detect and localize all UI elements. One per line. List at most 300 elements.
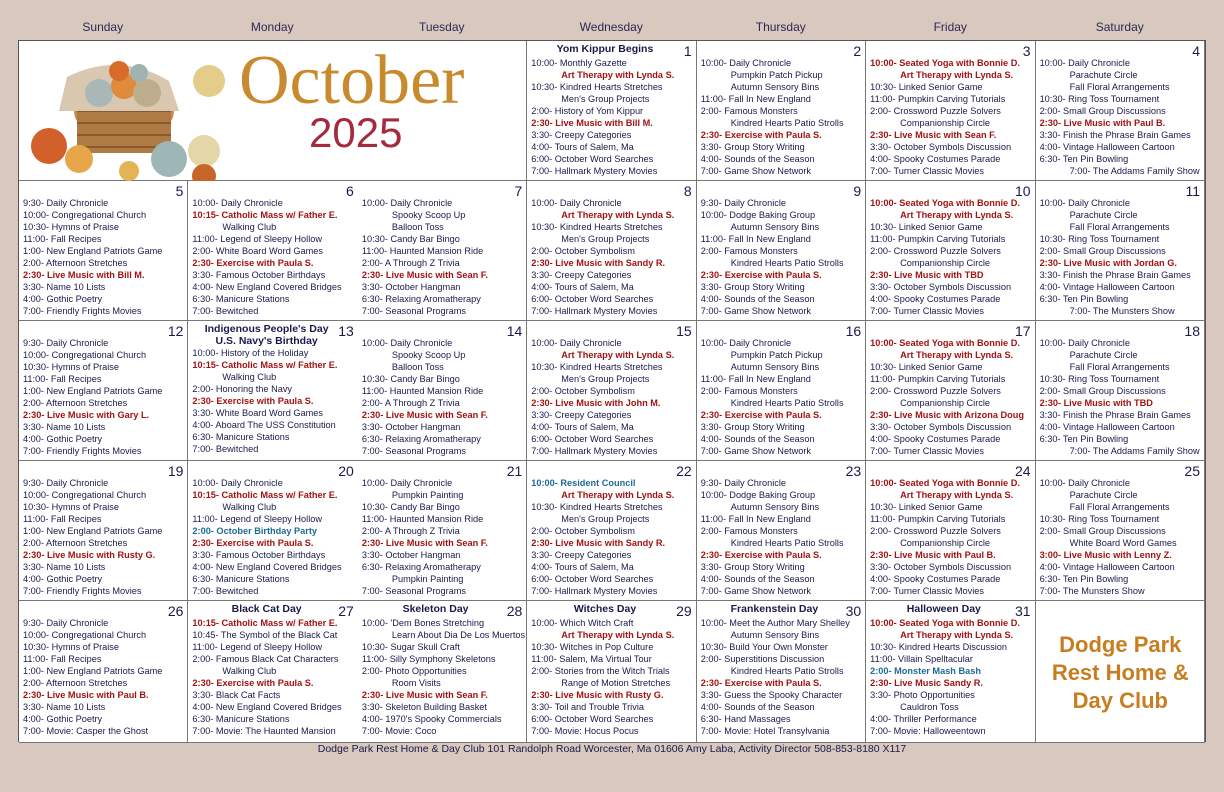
activity-item: 10:30- Ring Toss Tournament [1039, 234, 1160, 244]
activity-item: 2:30- Live Music with Jordan G. [1039, 258, 1177, 268]
activity-list [361, 617, 526, 737]
activity-item: 6:30- Relaxing Aromatherapy [361, 294, 481, 304]
activity-list [701, 197, 862, 317]
activity-item: 2:00- White Board Word Games [192, 246, 323, 256]
activity-item: 7:00- Turner Classic Movies [870, 306, 985, 316]
activity-item: 10:00- Dodge Baking Group [700, 490, 816, 500]
activity-item: 2:30- Live Music Sandy R. [870, 678, 983, 688]
activity-item: Kindred Hearts Patio Strolls [730, 538, 844, 548]
weekday-label: Friday [933, 20, 967, 34]
activity-item: 4:00- Spooky Costumes Parade [870, 154, 1001, 164]
activity-item: 3:30- Name 10 Lists [23, 702, 106, 712]
activity-item: 2:00- Small Group Discussions [1039, 106, 1166, 116]
day-number: 25 [1184, 463, 1200, 479]
day-cell [358, 461, 527, 601]
activity-item: 11:00- Legend of Sleepy Hollow [192, 642, 322, 652]
activity-item: 7:00- Movie: Coco [361, 726, 437, 736]
activity-item: Autumn Sensory Bins [730, 362, 820, 372]
activity-item: 7:00- Friendly Frights Movies [23, 446, 142, 456]
day-number: 22 [676, 463, 692, 479]
activity-item: 4:00- Sounds of the Season [700, 294, 815, 304]
day-cell [697, 601, 866, 743]
day-cell [527, 601, 696, 743]
activity-item: 3:30- Guess the Spooky Character [700, 690, 843, 700]
activity-item: 2:30- Live Music with John M. [531, 398, 661, 408]
activity-list [1040, 197, 1201, 317]
activity-item: Kindred Hearts Patio Strolls [730, 666, 844, 676]
day-number: 28 [506, 603, 523, 619]
activity-item: 10:00- 'Dem Bones Stretching [361, 618, 485, 628]
day-cell [1036, 41, 1205, 181]
activity-item: 10:30- Hymns of Praise [23, 222, 119, 232]
activity-item: 2:30- Live Music with Bill M. [23, 270, 145, 280]
activity-item: 4:00- New England Covered Bridges [192, 562, 342, 572]
activity-item: Companionship Circle [900, 258, 991, 268]
activity-item: 10:00- Daily Chronicle [1039, 478, 1130, 488]
activity-item: 2:30- Live Music with Rusty G. [531, 690, 664, 700]
activity-item: 2:30- Live Music with Sean F. [870, 130, 997, 140]
activity-item: 11:00- Fall In New England [700, 374, 811, 384]
activity-item: 7:00- Turner Classic Movies [870, 166, 985, 176]
activity-item: 6:30- Manicure Stations [192, 432, 290, 442]
activity-item: Spooky Scoop Up [391, 210, 466, 220]
activity-item: 2:00- A Through Z Trivia [361, 258, 460, 268]
activity-item: 7:00- Seasonal Programs [361, 306, 467, 316]
activity-item: Autumn Sensory Bins [730, 82, 820, 92]
activity-item: Pumpkin Patch Pickup [730, 350, 823, 360]
activity-item: 2:30- Live Music with Sean F. [361, 270, 488, 280]
activity-item: 4:00- Gothic Poetry [23, 714, 103, 724]
day-cell [866, 461, 1035, 601]
activity-item: 3:30- Group Story Writing [700, 282, 805, 292]
activity-item: 7:00- Friendly Frights Movies [23, 306, 142, 316]
activity-item: 2:00- Small Group Discussions [1039, 386, 1166, 396]
activity-item: 10:30- Candy Bar Bingo [361, 234, 460, 244]
activity-item: 11:00- Fall Recipes [23, 514, 102, 524]
day-cell [697, 41, 866, 181]
activity-item: Art Therapy with Lynda S. [900, 350, 1014, 360]
day-cell [697, 461, 866, 601]
activity-item: 3:30- October Hangman [361, 422, 461, 432]
activity-item: 2:30- Exercise with Paula S. [192, 678, 314, 688]
activity-item: 2:00- Famous Black Cat Characters [192, 654, 339, 664]
activity-item: 7:00- Movie: Hocus Pocus [531, 726, 639, 736]
activity-item: 11:00- Haunted Mansion Ride [361, 246, 484, 256]
activity-item: 7:00- The Munsters Show [1069, 306, 1175, 316]
activity-item: 3:30- October Hangman [361, 550, 461, 560]
brand-cell [1036, 601, 1205, 743]
activity-item: Men's Group Projects [561, 374, 650, 384]
activity-item: 2:30- Live Music with Sandy R. [531, 538, 666, 548]
activity-item: 3:30- Group Story Writing [700, 562, 805, 572]
activity-item: Autumn Sensory Bins [730, 630, 820, 640]
activity-item: 6:00- October Word Searches [531, 154, 654, 164]
activity-item: Companionship Circle [900, 118, 991, 128]
activity-item: 2:30- Live Music with Sean F. [361, 690, 488, 700]
activity-item: 10:30- Witches in Pop Culture [531, 642, 654, 652]
activity-item: 10:30- Kindred Hearts Stretches [531, 502, 663, 512]
activity-item: 3:30- Black Cat Facts [192, 690, 281, 700]
activity-list [362, 197, 523, 317]
activity-item: 3:30- Name 10 Lists [23, 562, 106, 572]
activity-item: 10:00- Daily Chronicle [192, 198, 283, 208]
activity-item: 6:30- Relaxing Aromatherapy [361, 562, 481, 572]
activity-item: 1:00- New England Patriots Game [23, 386, 163, 396]
activity-item: 9:30- Daily Chronicle [700, 198, 786, 208]
day-number: 13 [338, 323, 354, 339]
activity-item: 10:00- Daily Chronicle [361, 198, 453, 208]
activity-item: 4:00- Thriller Performance [870, 714, 977, 724]
weekday-label: Thursday [755, 20, 806, 34]
day-number: 12 [167, 323, 184, 339]
activity-item: 4:00- Sounds of the Season [700, 702, 815, 712]
activity-item: Balloon Toss [391, 362, 444, 372]
pumpkin-basket-illustration [19, 41, 229, 181]
day-number: 4 [1192, 43, 1200, 59]
day-number: 14 [506, 323, 523, 339]
day-number: 21 [506, 463, 523, 479]
activity-item: 2:30- Exercise with Paula S. [700, 410, 822, 420]
activity-item: 7:00- Game Show Network [700, 446, 811, 456]
activity-list [23, 477, 184, 597]
day-number: 17 [1014, 323, 1031, 339]
activity-item: 2:30- Exercise with Paula S. [192, 258, 314, 268]
activity-list [192, 347, 354, 455]
activity-item: 2:00- October Birthday Party [192, 526, 318, 536]
activity-item: 7:00- The Addams Family Show [1069, 446, 1200, 456]
activity-item: 10:15- Catholic Mass w/ Father E. [192, 210, 338, 220]
activity-list [531, 477, 692, 597]
activity-item: 10:00- Congregational Church [23, 490, 147, 500]
activity-item: 10:30- Linked Senior Game [870, 82, 983, 92]
day-number: 29 [676, 603, 692, 619]
activity-item: 2:00- Crossword Puzzle Solvers [870, 106, 1001, 116]
day-number: 19 [167, 463, 184, 479]
activity-item: 6:30- Manicure Stations [192, 714, 290, 724]
activity-item: Kindred Hearts Patio Strolls [730, 398, 844, 408]
activity-item: 4:00- Spooky Costumes Parade [870, 434, 1001, 444]
activity-item: 2:00- Crossword Puzzle Solvers [870, 246, 1001, 256]
activity-item: 10:00- Meet the Author Mary Shelley [700, 618, 850, 628]
activity-item: 11:00- Fall In New England [700, 234, 811, 244]
activity-item: 6:30- Manicure Stations [192, 294, 290, 304]
activity-item: 3:30- Finish the Phrase Brain Games [1039, 130, 1191, 140]
activity-item: 2:00- Small Group Discussions [1039, 246, 1166, 256]
activity-item: Men's Group Projects [561, 514, 650, 524]
activity-item: 3:30- Finish the Phrase Brain Games [1039, 410, 1191, 420]
activity-item: 2:30- Live Music with Sean F. [361, 538, 488, 548]
activity-item: 11:00- Pumpkin Carving Tutorials [870, 234, 1006, 244]
activity-item: Art Therapy with Lynda S. [561, 70, 675, 80]
activity-item: Art Therapy with Lynda S. [900, 490, 1014, 500]
activity-item: Balloon Toss [391, 222, 444, 232]
activity-item: 4:00- Sounds of the Season [700, 154, 815, 164]
activity-item: 2:30- Live Music with Bill M. [531, 118, 653, 128]
activity-item: 3:30- Group Story Writing [700, 422, 805, 432]
activity-item: 10:00- Daily Chronicle [1039, 338, 1130, 348]
activity-item: 2:30- Exercise with Paula S. [192, 538, 314, 548]
activity-item: 7:00- Movie: The Haunted Mansion [192, 726, 336, 736]
activity-item: Art Therapy with Lynda S. [900, 70, 1014, 80]
day-number: 2 [853, 43, 862, 59]
activity-item: 2:00- History of Yom Kippur [531, 106, 644, 116]
activity-item: 10:00- Daily Chronicle [531, 198, 622, 208]
activity-item: 7:00- Hallmark Mystery Movies [531, 166, 658, 176]
activity-item: 10:00- Seated Yoga with Bonnie D. [870, 618, 1020, 628]
day-cell [1036, 181, 1205, 321]
activity-list [870, 57, 1031, 177]
activity-item: 10:15- Catholic Mass w/ Father E. [192, 618, 338, 628]
activity-item: Walking Club [222, 666, 277, 676]
day-heading: Frankenstein Day [730, 603, 819, 615]
activity-item: 11:00- Haunted Mansion Ride [361, 514, 484, 524]
activity-list [1040, 57, 1201, 177]
activity-item: 3:30- October Symbols Discussion [870, 562, 1012, 572]
activity-item: 2:30- Exercise with Paula S. [700, 678, 822, 688]
activity-item: 10:30- Candy Bar Bingo [361, 502, 460, 512]
activity-item: 10:00- Congregational Church [23, 210, 147, 220]
activity-item: 2:30- Live Music with Sandy R. [531, 258, 666, 268]
activity-item: 11:00- Pumpkin Carving Tutorials [870, 514, 1006, 524]
activity-item: 4:00- Spooky Costumes Parade [870, 574, 1001, 584]
activity-item: 11:00- Pumpkin Carving Tutorials [870, 94, 1006, 104]
activity-item: 2:30- Live Music with Paul B. [870, 550, 996, 560]
activity-item: 4:00- Gothic Poetry [23, 434, 103, 444]
activity-item: 6:30- Ten Pin Bowling [1039, 154, 1129, 164]
activity-item: 10:00- Daily Chronicle [361, 338, 453, 348]
activity-item: 3:30- Famous October Birthdays [192, 270, 326, 280]
weekday-header [18, 0, 1224, 40]
activity-item: 10:00- Daily Chronicle [361, 478, 453, 488]
activity-item: 10:00- Congregational Church [23, 630, 147, 640]
activity-item: 10:30- Linked Senior Game [870, 502, 983, 512]
activity-item: 4:00- Tours of Salem, Ma [531, 282, 634, 292]
activity-item: 2:30- Live Music with Paul B. [1039, 118, 1166, 128]
activity-item: 6:00- October Word Searches [531, 574, 654, 584]
day-cell [19, 461, 188, 601]
activity-item: 6:30- Ten Pin Bowling [1039, 434, 1129, 444]
day-number: 15 [676, 323, 692, 339]
day-cell [866, 181, 1035, 321]
activity-item: Men's Group Projects [561, 94, 650, 104]
activity-item: White Board Word Games [1069, 538, 1177, 548]
activity-list [23, 337, 184, 457]
activity-item: 10:30- Kindred Hearts Discussion [870, 642, 1007, 652]
activity-list [870, 477, 1031, 597]
activity-list [870, 617, 1031, 737]
activity-list [870, 337, 1031, 457]
activity-item: 7:00- Bewitched [192, 586, 259, 596]
activity-item: 3:30- Toil and Trouble Trivia [531, 702, 644, 712]
day-heading: Indigenous People's Day [204, 323, 329, 335]
activity-item: 6:30- Ten Pin Bowling [1039, 574, 1129, 584]
activity-item: 9:30- Daily Chronicle [700, 478, 786, 488]
activity-list [362, 337, 523, 457]
activity-item: 11:00- Villain Spelltacular [870, 654, 973, 664]
activity-item: 10:30- Sugar Skull Craft [361, 642, 460, 652]
day-number: 11 [1185, 183, 1200, 199]
activity-item: 10:30- Ring Toss Tournament [1039, 374, 1160, 384]
activity-item: 6:00- October Word Searches [531, 434, 654, 444]
activity-item: 11:00- Pumpkin Carving Tutorials [870, 374, 1006, 384]
activity-item: 2:00- October Symbolism [531, 246, 635, 256]
activity-item: 10:30- Linked Senior Game [870, 222, 983, 232]
day-cell [697, 321, 866, 461]
activity-item: 2:00- Famous Monsters [700, 246, 798, 256]
activity-item: 1:00- New England Patriots Game [23, 526, 163, 536]
footer: Dodge Park Rest Home & Day Club 101 Randolph Road Worcester, Ma 01606 Amy Laba, Activity Director 508-853-8180 X117 [317, 743, 907, 755]
day-cell [358, 181, 527, 321]
activity-item: 9:30- Daily Chronicle [23, 198, 109, 208]
activity-item: Art Therapy with Lynda S. [900, 210, 1014, 220]
activity-list [192, 617, 354, 737]
day-heading: U.S. Navy's Birthday [215, 335, 318, 347]
day-cell [1036, 461, 1205, 601]
day-number: 30 [845, 603, 862, 619]
activity-item: Walking Club [222, 372, 277, 382]
activity-item: 2:00- Superstitions Discussion [700, 654, 825, 664]
day-cell [188, 321, 357, 461]
day-cell [866, 321, 1035, 461]
day-cell [19, 601, 188, 743]
activity-item: 2:00- Afternoon Stretches [23, 678, 128, 688]
activity-item: 6:30- Relaxing Aromatherapy [361, 434, 481, 444]
activity-item: Kindred Hearts Patio Strolls [730, 118, 844, 128]
activity-item: Pumpkin Painting [391, 490, 464, 500]
activity-item: 10:00- History of the Holiday [192, 348, 309, 358]
activity-item: Walking Club [222, 502, 277, 512]
activity-item: Fall Floral Arrangements [1069, 82, 1170, 92]
activity-item: 9:30- Daily Chronicle [23, 618, 109, 628]
activity-item: 10:00- Which Witch Craft [531, 618, 634, 628]
activity-item: Companionship Circle [900, 538, 991, 548]
month-banner [19, 41, 527, 181]
activity-item: Room Visits [391, 678, 441, 688]
day-cell [19, 181, 188, 321]
activity-item: 11:00- Fall Recipes [23, 654, 102, 664]
activity-item: Parachute Circle [1069, 350, 1138, 360]
activity-item: 9:30- Daily Chronicle [23, 338, 109, 348]
activity-list [701, 617, 862, 737]
activity-item: 2:30- Exercise with Paula S. [700, 130, 822, 140]
activity-list [701, 477, 862, 597]
activity-item: 10:30- Ring Toss Tournament [1039, 514, 1160, 524]
activity-item: 7:00- The Addams Family Show [1069, 166, 1200, 176]
activity-item: 11:00- Silly Symphony Skeletons [361, 654, 496, 664]
activity-item: Art Therapy with Lynda S. [561, 630, 675, 640]
activity-list [362, 477, 523, 597]
activity-item: 10:45- The Symbol of the Black Cat [192, 630, 338, 640]
activity-item: Fall Floral Arrangements [1069, 362, 1170, 372]
activity-item: 3:30- Creepy Categories [531, 270, 632, 280]
activity-item: 10:00- Daily Chronicle [1039, 198, 1130, 208]
activity-item: Kindred Hearts Patio Strolls [730, 258, 844, 268]
activity-list [701, 337, 862, 457]
activity-item: 2:00- Afternoon Stretches [23, 538, 128, 548]
day-number: 5 [175, 183, 184, 199]
activity-item: 7:00- Game Show Network [700, 306, 811, 316]
activity-item: 7:00- Hallmark Mystery Movies [531, 586, 658, 596]
activity-item: 3:30- October Symbols Discussion [870, 282, 1012, 292]
activity-item: 3:30- October Symbols Discussion [870, 422, 1012, 432]
day-cell [19, 321, 188, 461]
activity-item: Autumn Sensory Bins [730, 502, 820, 512]
activity-list [531, 337, 692, 457]
calendar-grid [18, 40, 1206, 742]
activity-item: 10:00- Monthly Gazette [531, 58, 627, 68]
activity-list [870, 197, 1031, 317]
activity-item: 11:00- Legend of Sleepy Hollow [192, 234, 322, 244]
activity-item: 7:00- Seasonal Programs [361, 446, 467, 456]
month-title: October [239, 42, 465, 119]
activity-item: 3:30- White Board Word Games [192, 408, 323, 418]
activity-item: 2:00- Afternoon Stretches [23, 258, 128, 268]
activity-item: 2:00- Crossword Puzzle Solvers [870, 526, 1001, 536]
day-cell [1036, 321, 1205, 461]
day-number: 18 [1184, 323, 1200, 339]
activity-item: Art Therapy with Lynda S. [900, 630, 1014, 640]
activity-item: 7:00- Bewitched [192, 306, 259, 316]
day-cell [358, 601, 527, 743]
activity-item: 6:00- October Word Searches [531, 714, 654, 724]
day-heading: Skeleton Day [402, 603, 469, 615]
day-cell [188, 461, 357, 601]
activity-item: 2:30- Live Music with Paul B. [23, 690, 149, 700]
day-number: 10 [1014, 183, 1031, 199]
activity-item: 10:00- Congregational Church [23, 350, 147, 360]
activity-item: 10:00- Seated Yoga with Bonnie D. [870, 338, 1020, 348]
activity-item: 10:00- Daily Chronicle [700, 58, 792, 68]
activity-item: Fall Floral Arrangements [1069, 502, 1170, 512]
activity-item: 10:00- Daily Chronicle [531, 338, 622, 348]
activity-item: 11:00- Fall In New England [700, 514, 811, 524]
activity-item: 2:30- Live Music with TBD [1039, 398, 1153, 408]
activity-item: 11:00- Legend of Sleepy Hollow [192, 514, 322, 524]
day-number: 31 [1014, 603, 1031, 619]
day-heading: Halloween Day [906, 603, 981, 615]
activity-item: 3:30- Group Story Writing [700, 142, 805, 152]
activity-item: 10:00- Seated Yoga with Bonnie D. [870, 198, 1020, 208]
day-heading: Black Cat Day [231, 603, 302, 615]
activity-item: 4:00- Vintage Halloween Cartoon [1039, 562, 1175, 572]
activity-item: Spooky Scoop Up [391, 350, 466, 360]
activity-item: 10:30- Kindred Hearts Stretches [531, 362, 663, 372]
brand-name: Dodge Park Rest Home & Day Club [1051, 631, 1189, 713]
activity-item: Men's Group Projects [561, 234, 650, 244]
activity-list [192, 197, 354, 317]
activity-item: 2:30- Live Music with TBD [870, 270, 984, 280]
activity-item: 4:00- Vintage Halloween Cartoon [1039, 142, 1175, 152]
activity-item: Companionship Circle [900, 398, 991, 408]
activity-item: 6:30- Hand Massages [700, 714, 791, 724]
activity-item: 4:00- Aboard The USS Constitution [192, 420, 336, 430]
activity-item: 3:30- Creepy Categories [531, 410, 632, 420]
activity-item: 10:30- Hymns of Praise [23, 502, 119, 512]
activity-item: 10:00- Daily Chronicle [1039, 58, 1130, 68]
activity-item: Pumpkin Painting [391, 574, 464, 584]
activity-item: 2:00- A Through Z Trivia [361, 398, 460, 408]
activity-item: 11:00- Fall Recipes [23, 234, 102, 244]
activity-item: 10:15- Catholic Mass w/ Father E. [192, 490, 338, 500]
activity-item: 10:30- Hymns of Praise [23, 362, 119, 372]
activity-item: Parachute Circle [1069, 70, 1138, 80]
activity-item: 4:00- 1970's Spooky Commercials [361, 714, 502, 724]
activity-list [531, 57, 692, 177]
activity-item: 3:30- Finish the Phrase Brain Games [1039, 270, 1191, 280]
activity-item: 11:00- Fall Recipes [23, 374, 102, 384]
day-cell [188, 181, 357, 321]
activity-item: 7:00- Hallmark Mystery Movies [531, 446, 658, 456]
